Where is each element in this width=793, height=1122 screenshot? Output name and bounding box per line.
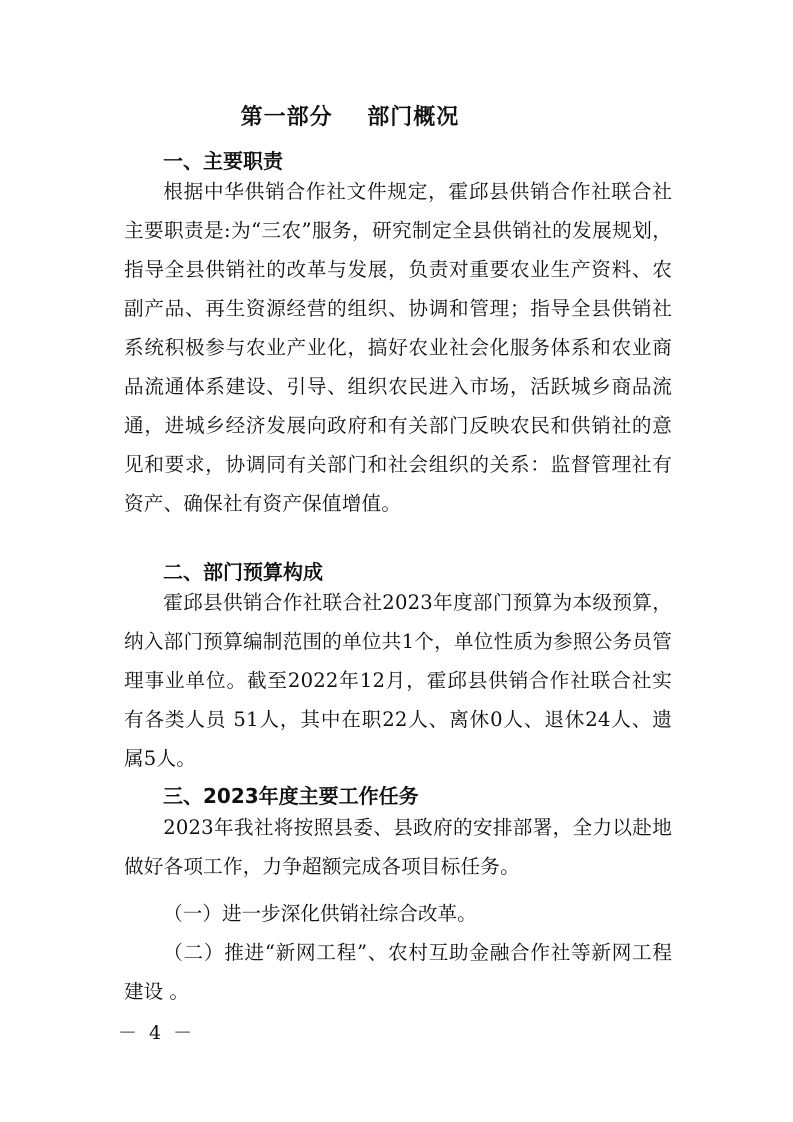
section-heading-budget-structure: 二、部门预算构成 bbox=[163, 560, 323, 584]
page-title: 第一部分 部门概况 bbox=[240, 105, 460, 130]
list-item: （二）推进“新网工程”、农村互助金融合作社等新网工程建设 。 bbox=[124, 941, 672, 1003]
paragraph-work-tasks: 2023年我社将按照县委、县政府的安排部署，全力以赴地做好各项工作，力争超额完成各项目标任务。 bbox=[124, 816, 672, 878]
list-item: （一）进一步深化供销社综合改革。 bbox=[163, 902, 477, 925]
paragraph-budget-structure: 霍邱县供销合作社联合社2023年度部门预算为本级预算，纳入部门预算编制范围的单位共1个，单位性质为参照公务员管理事业单位。截至2022年12月，霍邱县供销合作社联合社实有各类人员 51人，其中在职22人、离休0人、退休24人、遗属5人。 bbox=[124, 591, 672, 770]
page-number: － 4 － bbox=[118, 1022, 196, 1044]
section-heading-work-tasks: 三、2023年度主要工作任务 bbox=[163, 784, 419, 808]
paragraph-main-duties: 根据中华供销合作社文件规定，霍邱县供销合作社联合社主要职责是:为“三农”服务，研究制定全县供销社的发展规划，指导全县供销社的改革与发展，负责对重要农业生产资料、农副产品、再生资源经营的组织、协调和管理；指导全县供销社系统积极参与农业产业化，搞好农业社会化服务体系和农业商品流通体系建设、引导、组织农民进入市场，活跃城乡商品流通，进城乡经济发展向政府和有关部门反映农民和供销社的意见和要求，协调同有关部门和社会组织的关系：监督管理社有资产、确保社有资产保值增值。 bbox=[124, 180, 672, 515]
section-heading-main-duties: 一、主要职责 bbox=[163, 149, 283, 173]
